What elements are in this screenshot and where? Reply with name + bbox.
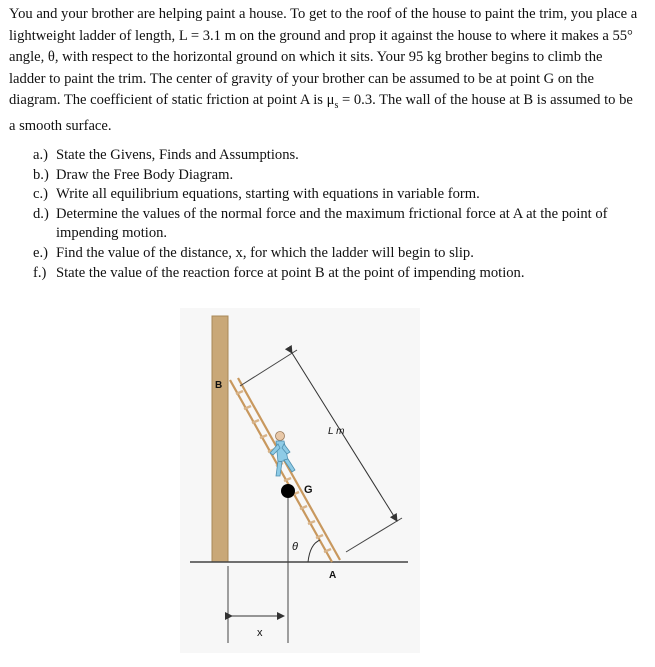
- task-item: [33, 185, 633, 205]
- task-item: [33, 205, 633, 244]
- task-item: [33, 244, 633, 264]
- task-item: [33, 166, 633, 186]
- task-label: d.): [33, 205, 49, 222]
- task-label: e.): [33, 244, 48, 261]
- problem-statement: [9, 4, 641, 138]
- mu-symbol: μ: [326, 92, 335, 108]
- task-text: State the value of the reaction force at point B at the point of impending motion.: [56, 264, 525, 281]
- task-item: [33, 146, 633, 166]
- label-length: L m: [328, 426, 345, 437]
- task-label: a.): [33, 147, 48, 163]
- label-g: G: [304, 484, 313, 496]
- center-of-gravity-point: [281, 484, 295, 498]
- task-text: Draw the Free Body Diagram.: [56, 166, 234, 183]
- mu-subscript: s: [334, 99, 339, 111]
- task-text: Write all equilibrium equations, starting with equations in variable form.: [56, 186, 480, 203]
- task-item: [33, 264, 633, 284]
- label-a: A: [329, 570, 337, 581]
- task-text: State the Givens, Finds and Assumptions.: [56, 147, 299, 163]
- task-text: Find the value of the distance, x, for which the ladder will begin to slip.: [56, 244, 474, 261]
- task-list: [33, 146, 633, 283]
- label-b: B: [215, 380, 223, 391]
- problem-text-2: = 0.3. The wall of the house at B is assumed to be a smooth surface.: [9, 92, 633, 135]
- label-theta: θ: [292, 541, 298, 553]
- ladder-diagram: [180, 308, 420, 653]
- house-wall: [212, 316, 228, 562]
- label-x: x: [257, 627, 263, 639]
- task-label: c.): [33, 186, 48, 203]
- task-label: b.): [33, 166, 49, 183]
- problem-text-1: You and your brother are helping paint a house. To get to the roof of the house to paint the trim, you place a lightweight ladder of length, L = 3.1 m on the ground and prop it against the house to where it makes a 55° angle, θ, with respect to the horizontal ground on which it sits. Your 95 kg brother begins to climb the ladder to paint the trim. The center of gravity of your brother can be assumed to be at point G on the diagram. The coefficient of static friction at point A is: [9, 6, 638, 108]
- task-label: f.): [33, 264, 47, 281]
- task-text: Determine the values of the normal force and the maximum frictional force at A at the point of impending motion.: [56, 205, 608, 242]
